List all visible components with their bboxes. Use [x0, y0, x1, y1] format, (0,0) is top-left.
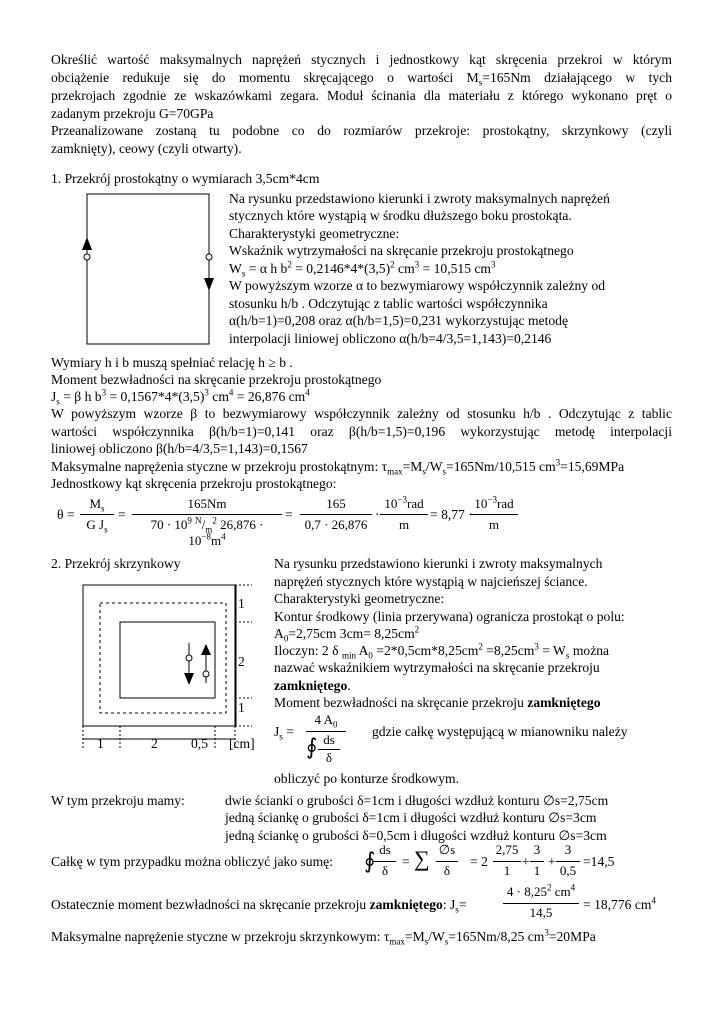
s1-beta-line-3: liniowej obliczono β(h/b=4/3,5=1,143)=0,1567 — [51, 441, 308, 456]
section2-heading: 2. Przekrój skrzynkowy — [51, 556, 181, 571]
s1-text-1: Na rysunku przedstawiono kierunki i zwroty maksymalnych naprężeń — [229, 191, 610, 206]
intro-line-1: Określić wartość maksymalnych naprężeń stycznych i jednostkowy kąt skręcenia przekroi w którym — [51, 52, 672, 67]
s1-text-4: Wskaźnik wytrzymałości na skręcanie przekroju prostokątnego — [229, 243, 574, 258]
s2-a0-formula: $A_0=2,75cm$ $3cm= 8,25cm^2$ — [274, 624, 420, 644]
s1-text-7: stosunku h/b . Odczytując z tablic wartości współczynnika — [229, 296, 548, 311]
dim-vertical-2: 2 — [238, 654, 245, 669]
dim-horizontal-3: 0,5 — [191, 736, 208, 751]
s2-text-8: zamkniętego. — [274, 678, 351, 693]
dim-horizontal-1: 1 — [97, 736, 104, 751]
intro-line-3: przekrojach zgodnie ze wskazówkami zegara. Moduł ścinania dla materiału z którego wykonano pręt o — [51, 88, 672, 103]
intro-line-6: zamknięty), ceowy (czyli otwarty). — [51, 141, 242, 156]
dim-unit: [cm] — [229, 736, 255, 751]
s2-text-3: Charakterystyki geometryczne: — [274, 591, 445, 606]
s1-text-8: α(h/b=1)=0,208 oraz α(h/b=1,5)=0,231 wykorzystując metodę — [229, 313, 568, 328]
intro-line-4: zadanym przekroju G=70GPa — [51, 106, 214, 121]
s1-beta-line-2: wartości współczynnika β(h/b=1)=0,141 oraz β(h/b=1,5)=0,196 wykorzystując metodę interpolacji — [51, 424, 672, 439]
dim-vertical-1: 1 — [238, 596, 245, 611]
section1-heading: 1. Przekrój prostokątny o wymiarach 3,5cm*4cm — [51, 171, 320, 186]
s1-beta-line-1: W powyższym wzorze β to bezwymiarowy współczynnik zależny od stosunku h/b . Odczytując z tablic — [51, 406, 672, 421]
intro-line-2: obciążenie redukuje się do momentu skręcającego o wartości $M_s=165Nm$ działającego w tych — [51, 70, 672, 88]
s2-product-formula: Iloczyn: 2 δ $_{min}$ $A_0 =2*0,5cm*8,25cm^2 =8,25cm^3 = W_s$ można — [274, 641, 610, 661]
s2-text-1: Na rysunku przedstawiono kierunki i zwroty maksymalnych — [274, 556, 603, 571]
s2-wall-1: dwie ścianki o grubości δ=1cm i długości wzdłuż konturu ∅s=2,75cm — [225, 793, 609, 808]
s1-text-3: Charakterystyki geometryczne: — [229, 226, 400, 241]
rectangular-section-figure — [70, 190, 230, 350]
s1-text-9: interpolacji liniowej obliczono α(h/b=4/3,5=1,143)=0,2146 — [229, 331, 552, 346]
intro-line-5: Przeanalizowane zostaną tu podobne co do rozmiarów przekroje: prostokątny, skrzynkowy (czyli — [51, 123, 672, 138]
s1-moment-label: Moment bezwładności na skręcanie przekroju prostokątnego — [51, 372, 382, 387]
s2-walls-label: W tym przekroju mamy: — [51, 793, 185, 808]
s2-tau-max: Maksymalne naprężenie styczne w przekroju skrzynkowym: $\tau_{max}=M_s/W_s=165Nm/8,25$ $cm^3=20MPa$ — [51, 927, 596, 947]
box-section-figure — [80, 583, 250, 753]
s1-js-formula: $J_s = \beta$ h $b^3 = 0,1567*4*(3,5)^3$ $cm^4 = 26,876$ $cm^4$ — [51, 387, 310, 407]
s1-angle-label: Jednostkowy kąt skręcenia przekroju prostokątnego: — [51, 476, 337, 491]
s2-text-10: obliczyć po konturze środkowym. — [274, 771, 459, 786]
s1-text-2: stycznych które wystąpią w środku dłuższego boku prostokąta. — [229, 208, 572, 223]
s2-text-7: nazwać wskaźnikiem wytrzymałości na skręcanie przekroju — [274, 660, 600, 675]
s1-relation: Wymiary h i b muszą spełniać relację h ≥ b . — [51, 355, 293, 370]
dim-horizontal-2: 2 — [151, 736, 158, 751]
s1-tau-max: Maksymalne naprężenia styczne w przekroju prostokątnym: $\tau_{max}=M_s/W_s=165Nm/10,515$ $cm^3=15,69MPa$ — [51, 457, 625, 477]
s1-text-6: W powyższym wzorze α to bezwymiarowy współczynnik zależny od — [229, 278, 606, 293]
s2-wall-2: jedną ściankę o grubości δ=1cm i długości wzdłuż konturu ∅s=3cm — [225, 810, 597, 825]
s2-text-4: Kontur środkowy (linia przerywana) ogranicza prostokąt o polu: — [274, 609, 625, 624]
s2-wall-3: jedną ściankę o grubości δ=0,5cm i długości wzdłuż konturu ∅s=3cm — [225, 828, 607, 843]
s2-text-9: Moment bezwładności na skręcanie przekroju zamkniętego — [274, 695, 601, 710]
s1-ws-formula: $W_s = \alpha$ h $b^2 = 0,2146*4*(3,5)^2$ $cm^3 = 10,515$ $cm^3$ — [229, 259, 496, 279]
dim-vertical-3: 1 — [238, 700, 245, 715]
s2-text-2: naprężeń stycznych które wystąpią w najcieńszej ściance. — [274, 574, 588, 589]
